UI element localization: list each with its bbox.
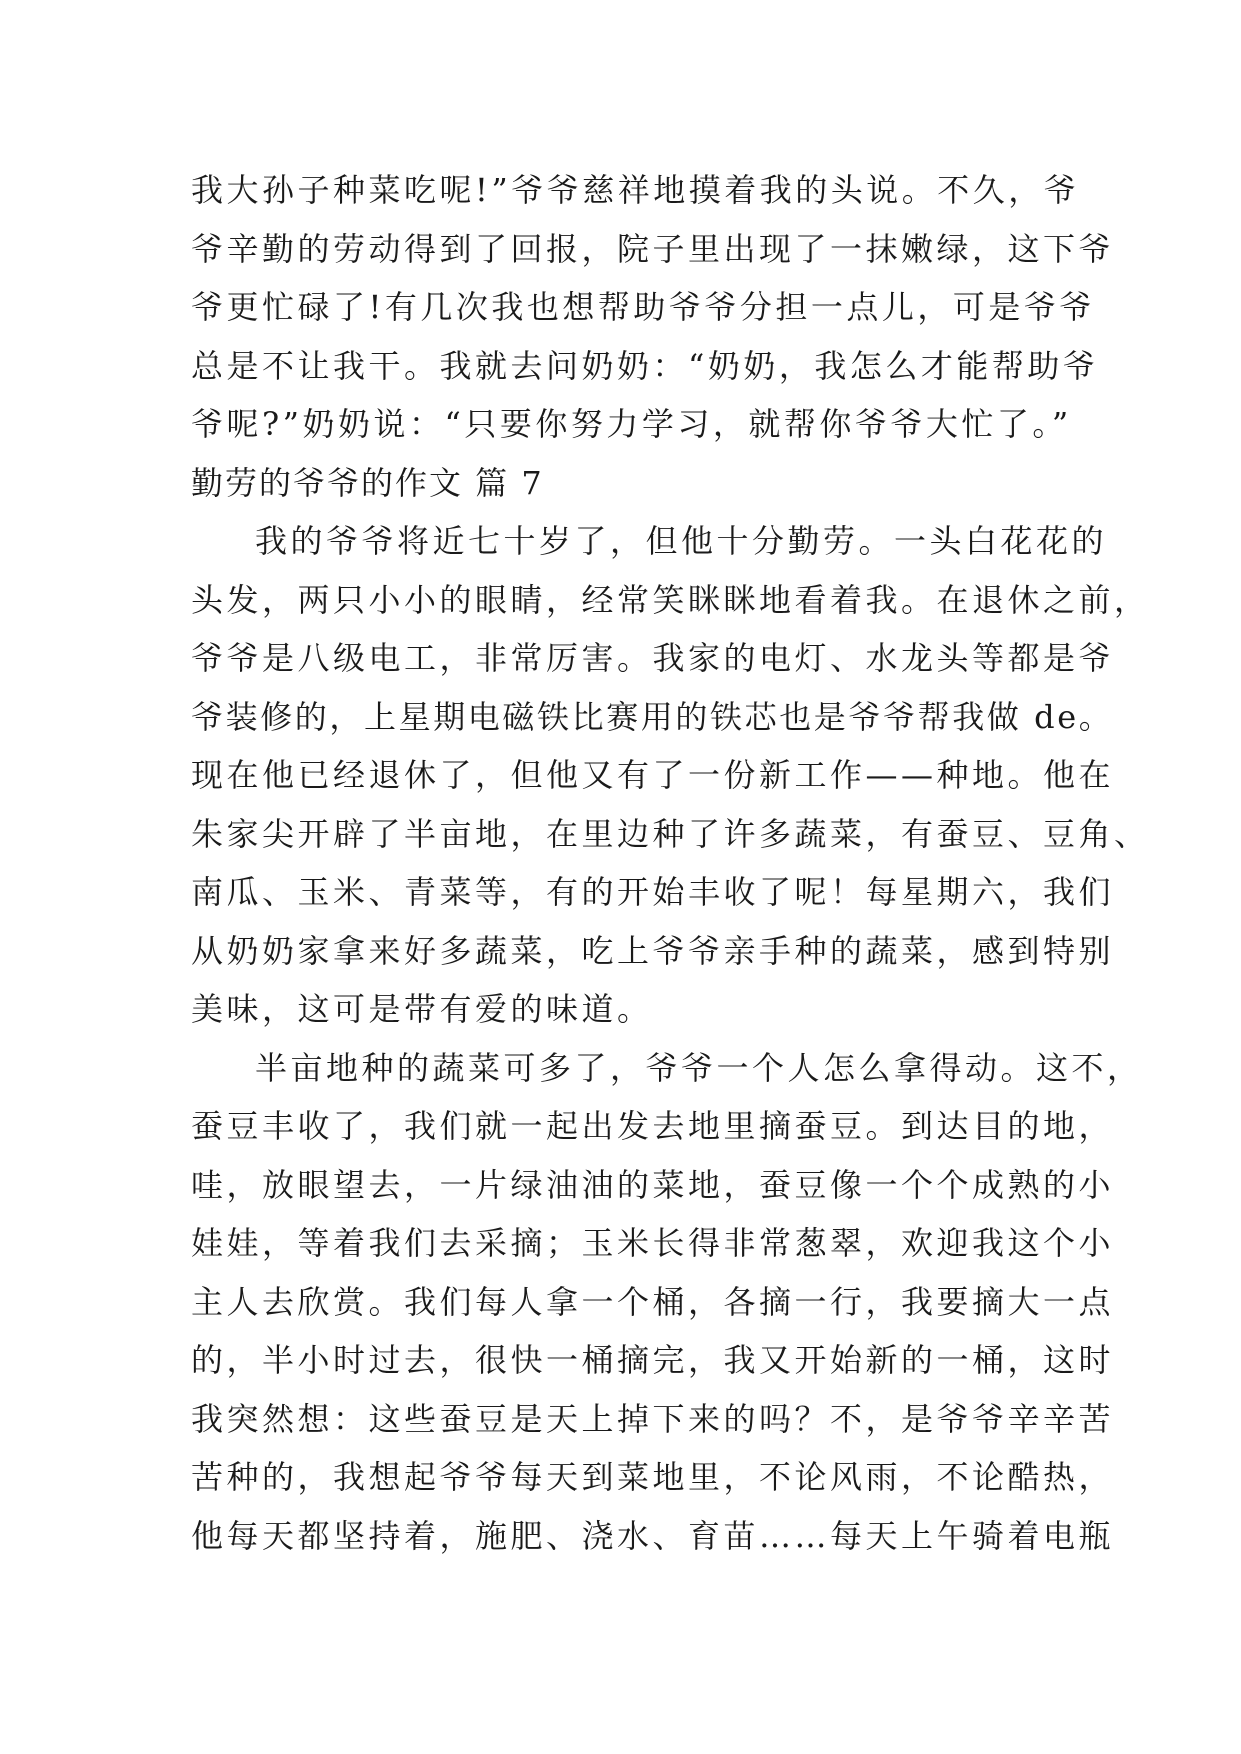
text-line: 从奶奶家拿来好多蔬菜，吃上爷爷亲手种的蔬菜，感到特别	[191, 931, 1115, 970]
text-line: 美味，这可是带有爱的味道。	[191, 990, 653, 1028]
text-line: 蚕豆丰收了，我们就一起出发去地里摘蚕豆。到达目的地，	[191, 1107, 1115, 1145]
text-line: 他每天都坚持着，施肥、浇水、育苗……每天上午骑着电瓶	[191, 1516, 1115, 1555]
essay-body	[191, 161, 1150, 1565]
text-line: 爷更忙碌了!有几次我也想帮助爷爷分担一点儿，可是爷爷	[191, 288, 1095, 326]
text-line: 娃娃，等着我们去采摘；玉米长得非常葱翠，欢迎我这个小	[191, 1224, 1115, 1262]
text-line: 主人去欣赏。我们每人拿一个桶，各摘一行，我要摘大一点	[191, 1282, 1115, 1321]
text-line: 爷装修的，上星期电磁铁比赛用的铁芯也是爷爷帮我做 de。	[191, 697, 1114, 736]
text-line: 现在他已经退休了，但他又有了一份新工作——种地。他在	[191, 756, 1115, 794]
text-line: 南瓜、玉米、青菜等，有的开始丰收了呢！每星期六，我们	[191, 873, 1115, 911]
text-line: 头发，两只小小的眼睛，经常笑眯眯地看着我。在退休之前，	[191, 580, 1150, 619]
paragraph-first-line: 我的爷爷将近七十岁了，但他十分勤劳。一头白花花的	[255, 522, 1108, 560]
text-line: 的，半小时过去，很快一桶摘完，我又开始新的一桶，这时	[191, 1341, 1115, 1379]
text-line: 总是不让我干。我就去问奶奶：“奶奶，我怎么才能帮助爷	[191, 346, 1099, 385]
text-line: 爷呢?”奶奶说：“只要你努力学习，就帮你爷爷大忙了。”	[191, 405, 1072, 443]
text-line: 爷爷是八级电工，非常厉害。我家的电灯、水龙头等都是爷	[191, 639, 1115, 677]
section-heading: 勤劳的爷爷的作文 篇 7	[191, 463, 544, 502]
text-line: 我大孙子种菜吃呢!”爷爷慈祥地摸着我的头说。不久，爷	[191, 171, 1080, 209]
text-line: 苦种的，我想起爷爷每天到菜地里，不论风雨，不论酷热，	[191, 1458, 1115, 1496]
text-line: 朱家尖开辟了半亩地，在里边种了许多蔬菜，有蚕豆、豆角、	[191, 814, 1150, 853]
paragraph-first-line: 半亩地种的蔬菜可多了，爷爷一个人怎么拿得动。这不，	[255, 1048, 1143, 1087]
text-line: 爷辛勤的劳动得到了回报，院子里出现了一抹嫩绿，这下爷	[191, 229, 1115, 268]
text-line: 我突然想：这些蚕豆是天上掉下来的吗？不，是爷爷辛辛苦	[191, 1399, 1115, 1438]
text-line: 哇，放眼望去，一片绿油油的菜地，蚕豆像一个个成熟的小	[191, 1165, 1115, 1204]
